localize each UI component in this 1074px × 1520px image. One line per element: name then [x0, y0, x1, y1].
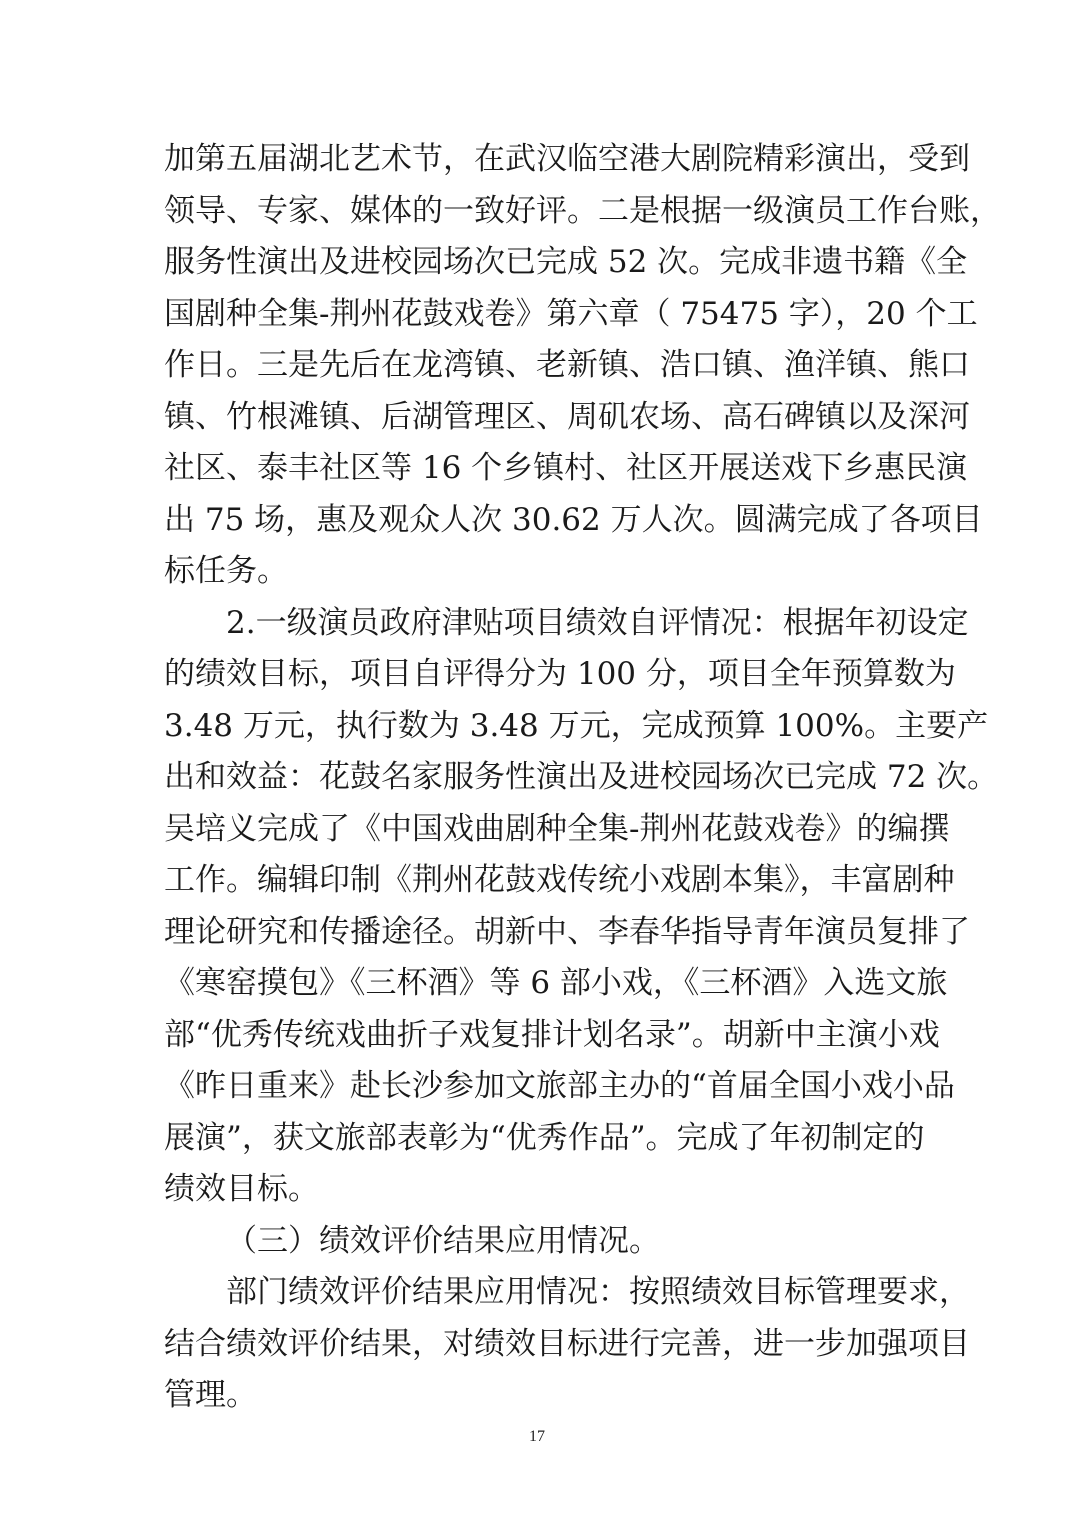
text-line: 结合绩效评价结果，对绩效目标进行完善，进一步加强项目: [164, 1325, 970, 1362]
text-line: 社区、泰丰社区等 16 个乡镇村、社区开展送戏下乡惠民演: [164, 450, 968, 486]
body-text: [164, 134, 1001, 1422]
text-line: 标任务。: [164, 553, 288, 589]
text-line: 3.48 万元，执行数为 3.48 万元，完成预算 100%。主要产: [164, 707, 989, 744]
page-number: 17: [529, 1428, 545, 1445]
text-line: 出和效益：花鼓名家服务性演出及进校园场次已完成 72 次。: [164, 759, 999, 795]
text-line: 加第五届湖北艺术节，在武汉临空港大剧院精彩演出，受到: [164, 141, 970, 177]
text-line: 服务性演出及进校园场次已完成 52 次。完成非遗书籍《全: [164, 244, 968, 280]
text-line: 镇、竹根滩镇、后湖管理区、周矶农场、高石碑镇以及深河: [164, 398, 970, 435]
text-line: 工作。编辑印制《荆州花鼓戏传统小戏剧本集》，丰富剧种: [164, 862, 955, 898]
text-line: 部“优秀传统戏曲折子戏复排计划名录”。胡新中主演小戏: [164, 1016, 940, 1053]
text-line: 部门绩效评价结果应用情况：按照绩效目标管理要求，: [226, 1274, 970, 1310]
text-line: 《寒窑摸包》《三杯酒》等 6 部小戏，《三杯酒》入选文旅: [164, 965, 948, 1001]
text-line: 吴培义完成了《中国戏曲剧种全集-荆州花鼓戏卷》的编撰: [164, 810, 950, 847]
text-line: 理论研究和传播途径。胡新中、李春华指导青年演员复排了: [164, 913, 970, 950]
text-line: 《昨日重来》赴长沙参加文旅部主办的“首届全国小戏小品: [164, 1068, 955, 1104]
text-line: 展演”，获文旅部表彰为“优秀作品”。完成了年初制定的: [164, 1119, 925, 1156]
text-line: 绩效目标。: [164, 1171, 319, 1207]
text-line: 2.一级演员政府津贴项目绩效自评情况：根据年初设定: [226, 604, 969, 641]
text-line: 出 75 场，惠及观众人次 30.62 万人次。圆满完成了各项目: [164, 501, 983, 538]
text-line: 管理。: [164, 1377, 257, 1413]
text-line: 的绩效目标，项目自评得分为 100 分，项目全年预算数为: [164, 656, 956, 692]
text-line: 领导、专家、媒体的一致好评。二是根据一级演员工作台账，: [164, 192, 1001, 229]
text-line: 国剧种全集-荆州花鼓戏卷》第六章（ 75475 字），20 个工: [164, 295, 978, 332]
section-heading: （三）绩效评价结果应用情况。: [226, 1222, 660, 1259]
text-line: 作日。三是先后在龙湾镇、老新镇、浩口镇、渔洋镇、熊口: [164, 347, 970, 383]
